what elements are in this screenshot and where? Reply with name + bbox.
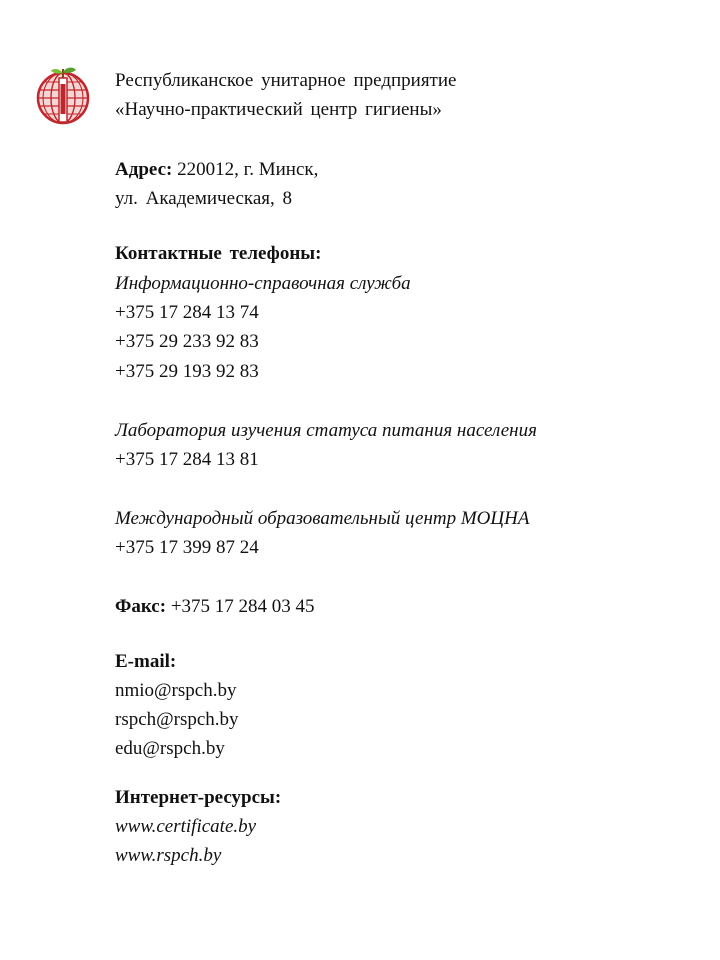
fax-number: +375 17 284 03 45: [166, 596, 315, 617]
address-label: Адрес:: [115, 159, 173, 180]
org-name-line-2: «Научно-практический центр гигиены»: [115, 99, 442, 120]
email-address[interactable]: nmio@rspch.by: [115, 680, 237, 701]
phone-number[interactable]: +375 17 399 87 24: [115, 537, 259, 558]
phone-number[interactable]: +375 17 284 13 74: [115, 302, 259, 323]
email-address[interactable]: edu@rspch.by: [115, 738, 225, 759]
website-link[interactable]: www.rspch.by: [115, 845, 222, 866]
phone-number[interactable]: +375 17 284 13 81: [115, 449, 259, 470]
phone-group-title: Информационно-справочная служба: [115, 273, 411, 294]
address-city: 220012, г. Минск,: [172, 159, 319, 180]
phone-number[interactable]: +375 29 193 92 83: [115, 361, 259, 382]
org-name-line-1: Республиканское унитарное предприятие: [115, 70, 457, 91]
fax-line: [115, 596, 315, 618]
phone-number[interactable]: +375 29 233 92 83: [115, 331, 259, 352]
internet-heading: Интернет-ресурсы:: [115, 787, 282, 808]
phone-group-title: Лаборатория изучения статуса питания населения: [115, 420, 537, 441]
website-link[interactable]: www.certificate.by: [115, 816, 257, 837]
phone-group-title: Международный образовательный центр МОЦНА: [115, 508, 530, 529]
fax-label: Факс:: [115, 596, 167, 617]
address-street: ул. Академическая, 8: [115, 188, 293, 209]
phones-heading: Контактные телефоны:: [115, 243, 322, 264]
email-address[interactable]: rspch@rspch.by: [115, 709, 239, 730]
email-heading: E-mail:: [115, 651, 177, 672]
globe-apple-logo-icon: [34, 64, 92, 126]
address-line: [115, 159, 318, 181]
